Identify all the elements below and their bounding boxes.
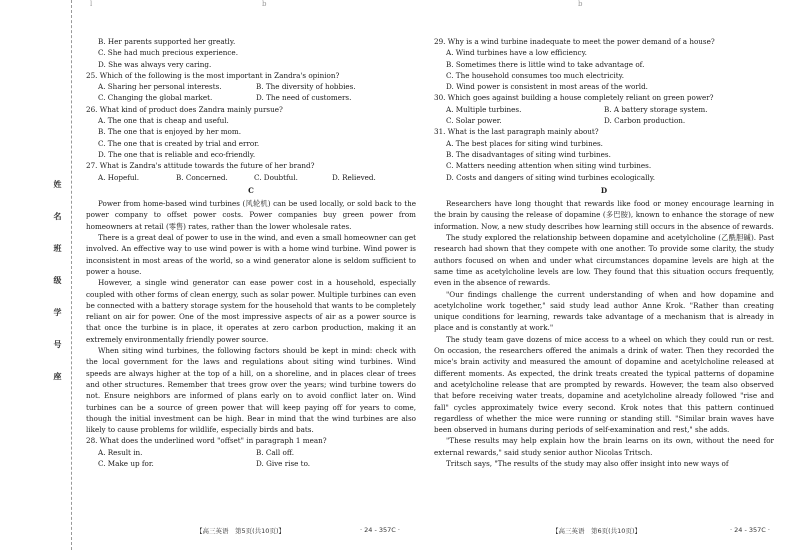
top-mark-mid: b <box>262 0 267 8</box>
right-column <box>434 36 774 469</box>
question-text: 25. Which of the following is the most important in Zandra's opinion? <box>86 70 340 80</box>
option-text: D. The need of customers. <box>256 93 352 103</box>
option-text: C. Changing the global market. <box>98 93 213 103</box>
passage-paragraph: There is a great deal of power to use in the wind, and even a small homeowner can get involved. An effective way to use wind power is with a home wind turbine. Wind power is inconsistent in most areas of the world, so a wind generator alone is seldom sufficient to power a house. <box>86 233 416 276</box>
option-text: D. Carbon production. <box>604 116 686 126</box>
question-text: 27. What is Zandra's attitude towards the future of her brand? <box>86 161 315 171</box>
binding-margin <box>0 0 80 550</box>
option-text: B. Sometimes there is little wind to take advantage of. <box>446 59 645 69</box>
margin-label: 座 <box>53 372 62 380</box>
section-heading: D <box>600 185 608 195</box>
option-row <box>86 81 416 92</box>
option-text: D. Costs and dangers of siting wind turbines ecologically. <box>446 172 656 182</box>
option-row <box>86 447 416 458</box>
footer-left-code: · 24 - 357C · <box>360 526 400 534</box>
option-text: C. The one that is created by trial and error. <box>98 138 260 148</box>
option-text: D. Relieved. <box>332 172 376 182</box>
margin-label: 姓 <box>53 180 62 188</box>
option-text: D. She was always very caring. <box>98 59 212 69</box>
passage-paragraph: "These results may help explain how the brain learns on its own, without the need for external rewards," said study senior author Nicolas Tritsch. <box>434 436 774 457</box>
question-text: 28. What does the underlined word "offset" in paragraph 1 mean? <box>86 436 327 446</box>
margin-label: 名 <box>53 212 62 220</box>
option-row <box>434 104 774 115</box>
margin-labels <box>52 180 63 380</box>
option-text: B. Her parents supported her greatly. <box>98 37 236 46</box>
option-text: A. The one that is cheap and useful. <box>98 116 229 126</box>
passage-paragraph: However, a single wind generator can ease power cost in a household, especially coupled with other forms of clean energy, such as solar power. Multiple turbines can even be connected with a battery storage system for the household that wants to be completely reliant on air for power. One of the most impressive aspects of air as a power source is that once the turbine is in place, it operates at zero carbon production, making it an extremely environmentally friendly power source. <box>86 278 416 344</box>
question-text: 30. Which goes against building a house completely reliant on green power? <box>434 93 714 103</box>
option-text: D. Give rise to. <box>256 458 311 468</box>
option-text: B. The diversity of hobbies. <box>256 82 356 92</box>
option-text: C. Solar power. <box>446 116 502 126</box>
passage-paragraph: Researchers have long thought that rewards like food or money encourage learning in the brain by causing the release of dopamine (多巴胺), known to enhance the storage of new information. Now, a new study describes how learning still occurs in the absence of rewards. <box>434 199 774 231</box>
margin-label: 号 <box>53 340 62 348</box>
option-text: C. She had much precious experience. <box>98 48 238 58</box>
left-column <box>86 36 416 469</box>
option-row <box>86 92 416 103</box>
top-mark-left: l <box>90 0 93 8</box>
option-text: B. The disadvantages of siting wind turbines. <box>446 149 611 159</box>
option-text: C. Doubtful. <box>254 172 298 182</box>
option-row <box>86 458 416 469</box>
passage-paragraph: "Our findings challenge the current understanding of when and how dopamine and acetylcholine work together," said study lead author Anne Krok. "Rather than creating unique conditions for learning, rewards take advantage of a mechanism that is already in place and is constantly at work." <box>434 289 774 333</box>
option-text: B. A battery storage system. <box>604 104 708 114</box>
margin-label: 学 <box>53 308 62 316</box>
option-text: C. Matters needing attention when siting wind turbines. <box>446 161 652 171</box>
section-heading: C <box>248 185 254 195</box>
option-text: A. The best places for siting wind turbines. <box>446 138 603 148</box>
passage-paragraph: The study explored the relationship between dopamine and acetylcholine (乙酰胆碱). Past research had shown that they compete with one another. To provide some clarity, the study authors focused on when and under what circumstances dopamine levels are high at the same time as acetylcholine levels are low. They found that this situation occurs frequently, even in the absence of rewards. <box>434 233 774 288</box>
footer-right-code: · 24 - 357C · <box>730 526 770 534</box>
margin-label: 级 <box>53 276 62 284</box>
question-text: 31. What is the last paragraph mainly about? <box>434 127 599 137</box>
option-text: D. The one that is reliable and eco-friendly. <box>98 149 256 159</box>
passage-paragraph: Tritsch says, "The results of the study may also offer insight into new ways of <box>446 458 729 468</box>
passage-paragraph: When siting wind turbines, the following factors should be kept in mind: check with the local government for the laws and regulations about siting wind turbines. Wind speeds are always higher at the top of a hill, on a shoreline, and in places clear of trees and other structures. Remember that trees grow over the years; wind turbine towers do not. Ensure neighbors are informed of plans early on to avoid conflict later on. Wind turbines can be a source of green power that will keep paying off for years to come, though the initial investment can be high. Bear in mind that the wind turbines are also likely to cause problems for wildlife, especially birds and bats. <box>86 346 416 435</box>
option-text: A. Sharing her personal interests. <box>98 82 222 92</box>
option-text: B. The one that is enjoyed by her mom. <box>98 127 241 137</box>
footer-right-page: 【高三英语 第6页(共10页)】 <box>552 527 641 535</box>
option-text: C. The household consumes too much electricity. <box>446 70 625 80</box>
top-mark-right: b <box>578 0 583 8</box>
option-text: C. Make up for. <box>98 458 154 468</box>
option-text: A. Multiple turbines. <box>446 104 522 114</box>
question-text: 29. Why is a wind turbine inadequate to meet the power demand of a house? <box>434 37 715 46</box>
margin-label: 班 <box>53 244 62 252</box>
option-row <box>86 172 416 183</box>
footer-left-page: 【高三英语 第5页(共10页)】 <box>196 527 285 535</box>
option-text: A. Result in. <box>98 447 143 457</box>
passage-paragraph: Power from home-based wind turbines (风轮机) can be used locally, or sold back to the power company to offset power costs. Power companies buy green power from homeowners at retail (零售) rates, rather than the lower wholesale rates. <box>86 199 416 231</box>
option-text: B. Call off. <box>256 447 294 457</box>
option-text: D. Wind power is consistent in most areas of the world. <box>446 82 648 92</box>
cut-line <box>71 0 72 550</box>
option-text: B. Concerned. <box>176 172 228 182</box>
option-row <box>434 115 774 126</box>
option-text: A. Wind turbines have a low efficiency. <box>446 48 587 58</box>
question-text: 26. What kind of product does Zandra mainly pursue? <box>86 104 283 114</box>
passage-paragraph: The study team gave dozens of mice access to a wheel on which they could run or rest. On occasion, the researchers offered the animals a drink of water. Then they recorded the mice's brain activity and measured the amount of dopamine and acetylcholine released at different moments. As expected, the drink treats created the typical patterns of dopamine and acetylcholine release that are prompted by rewards. However, the team also observed that before receiving water treats, dopamine and acetylcholine already followed "rise and fall" cycles approximately twice every second. Krok notes that this pattern continued regardless of whether the mice were running or standing still. "Similar brain waves have been observed in humans during periods of self-examination and rest," she adds. <box>434 334 774 435</box>
option-text: A. Hopeful. <box>98 172 140 182</box>
